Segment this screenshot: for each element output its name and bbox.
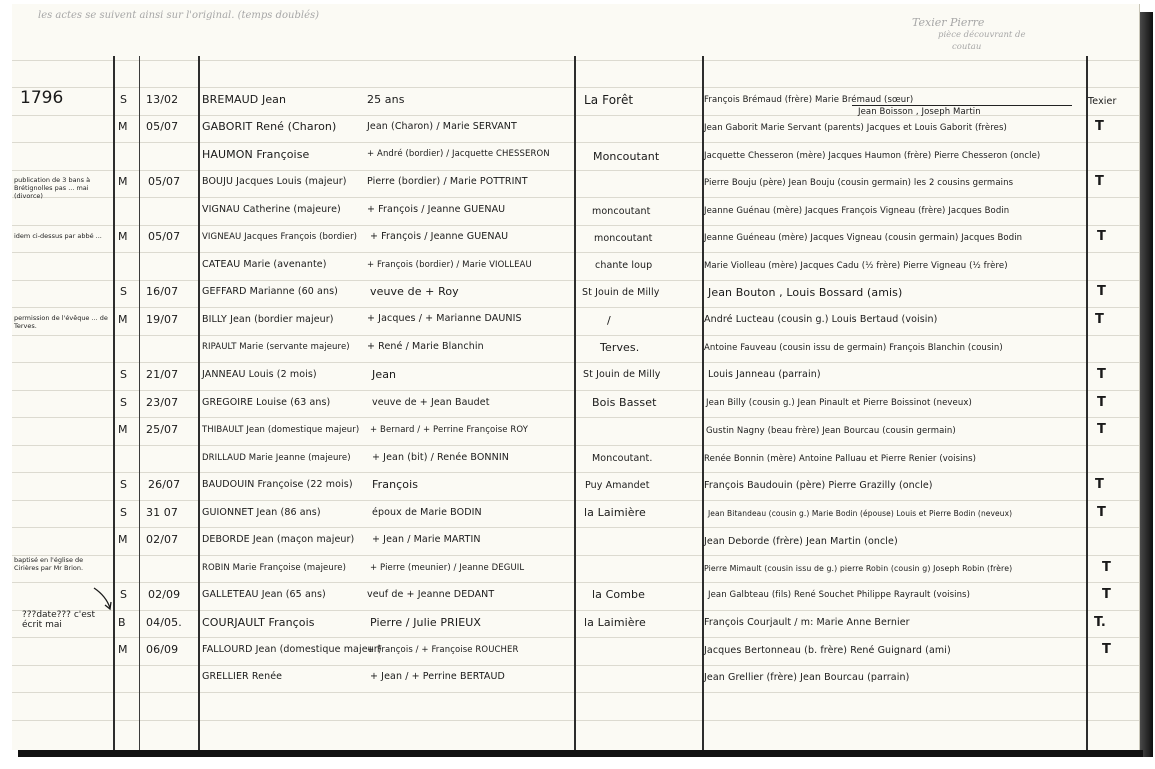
- person-name: RIPAULT Marie (servante majeure): [202, 342, 350, 352]
- place: Moncoutant: [593, 150, 660, 163]
- parents: époux de Marie BODIN: [372, 507, 482, 518]
- column-divider: [1086, 56, 1088, 750]
- parents: + François (bordier) / Marie VIOLLEAU: [367, 260, 532, 270]
- person-name: FALLOURD Jean (domestique majeur): [202, 644, 382, 655]
- place: St Jouin de Milly: [582, 287, 660, 298]
- witnesses: Jean Galbteau (fils) René Souchet Philippe Rayrault (voisins): [708, 590, 971, 600]
- texier-mark: T: [1097, 367, 1106, 382]
- texier-mark: T: [1097, 422, 1106, 437]
- witnesses: Antoine Fauveau (cousin issu de germain) François Blanchin (cousin): [704, 343, 1003, 353]
- texier-mark: T: [1102, 642, 1111, 657]
- witnesses: Jean Bouton , Louis Bossard (amis): [708, 286, 903, 299]
- column-divider: [113, 56, 115, 750]
- parents: Jean: [372, 368, 397, 381]
- margin-note: publication de 3 bans à Brétignolles pas ... mai (divorce): [14, 176, 91, 200]
- parents: + Bernard / + Perrine Françoise ROY: [370, 425, 529, 435]
- act-date: 19/07: [146, 313, 179, 326]
- person-name: BREMAUD Jean: [202, 93, 287, 106]
- act-type: S: [120, 285, 128, 298]
- parents: + Jean / + Perrine BERTAUD: [370, 671, 505, 682]
- person-name: CATEAU Marie (avenante): [202, 259, 327, 270]
- texier-mark: T: [1097, 229, 1106, 244]
- parents: Jean (Charon) / Marie SERVANT: [367, 121, 517, 132]
- page-right-shadow: [1140, 12, 1153, 757]
- act-date: 21/07: [146, 368, 179, 381]
- person-name: DRILLAUD Marie Jeanne (majeure): [202, 453, 351, 463]
- witnesses: Jacques Bertonneau (b. frère) René Guignard (ami): [704, 645, 951, 656]
- parents: + François / Jeanne GUENAU: [370, 231, 509, 242]
- act-date: 05/07: [148, 175, 181, 188]
- parents: François: [372, 478, 419, 491]
- parents: + René / Marie Blanchin: [367, 341, 484, 352]
- witnesses: François Courjault / m: Marie Anne Bernier: [704, 617, 910, 628]
- page-bottom-shadow: [18, 750, 1143, 757]
- place: la Combe: [592, 588, 645, 601]
- act-date: 25/07: [146, 423, 179, 436]
- place: la Laimière: [584, 616, 646, 629]
- witnesses: François Baudouin (père) Pierre Grazilly (oncle): [704, 480, 933, 491]
- person-name: GREGOIRE Louise (63 ans): [202, 397, 331, 408]
- texier-mark: T: [1097, 505, 1106, 520]
- person-name: VIGNAU Catherine (majeure): [202, 204, 341, 215]
- parents: + Jean / Marie MARTIN: [372, 534, 481, 545]
- act-type: M: [118, 120, 128, 133]
- witnesses: Jeanne Guéneau (mère) Jacques Vigneau (cousin germain) Jacques Bodin: [704, 233, 1023, 243]
- act-date: 31 07: [146, 506, 178, 519]
- person-name: GRELLIER Renée: [202, 671, 283, 682]
- act-type: M: [118, 423, 128, 436]
- texier-mark: T: [1095, 477, 1104, 492]
- person-name: HAUMON Françoise: [202, 148, 310, 161]
- margin-note: idem ci-dessus par abbé ...: [14, 232, 102, 240]
- act-type: S: [120, 588, 128, 601]
- place: /: [607, 314, 611, 327]
- parents: + Jean (bit) / Renée BONNIN: [372, 452, 509, 463]
- witnesses: Jean Gaborit Marie Servant (parents) Jacques et Louis Gaborit (frères): [704, 123, 1007, 133]
- act-type: M: [118, 643, 128, 656]
- person-name: DEBORDE Jean (maçon majeur): [202, 534, 355, 545]
- person-name: BILLY Jean (bordier majeur): [202, 314, 334, 325]
- person-name: GABORIT René (Charon): [202, 120, 337, 133]
- margin-note: permission de l'évêque ... de Terves.: [14, 314, 108, 330]
- witnesses: François Brémaud (frère) Marie Brémaud (sœur): [704, 95, 914, 105]
- witnesses: Jean Grellier (frère) Jean Bourcau (parrain): [704, 672, 910, 683]
- person-name: COURJAULT François: [202, 616, 315, 629]
- act-date: 02/09: [148, 588, 181, 601]
- witnesses: Jeanne Guénau (mère) Jacques François Vigneau (frère) Jacques Bodin: [704, 206, 1010, 216]
- year-label: 1796: [20, 88, 64, 108]
- parents: + Jacques / + Marianne DAUNIS: [367, 313, 522, 324]
- act-date: 06/09: [146, 643, 179, 656]
- corner-note-2: coutau: [952, 42, 982, 52]
- person-name: VIGNEAU Jacques François (bordier): [202, 232, 358, 242]
- parents: veuve de + Roy: [370, 285, 459, 298]
- person-name: JANNEAU Louis (2 mois): [202, 369, 317, 380]
- witnesses: Jacquette Chesseron (mère) Jacques Haumon (frère) Pierre Chesseron (oncle): [704, 151, 1041, 161]
- arrow-icon: [92, 586, 116, 612]
- texier-mark: T: [1095, 174, 1104, 189]
- person-name: ROBIN Marie Françoise (majeure): [202, 563, 347, 573]
- texier-mark: T.: [1094, 615, 1106, 630]
- parents: veuve de + Jean Baudet: [372, 397, 490, 408]
- witnesses: Marie Violleau (mère) Jacques Cadu (½ frère) Pierre Vigneau (½ frère): [704, 261, 1008, 271]
- witnesses: Gustin Nagny (beau frère) Jean Bourcau (cousin germain): [706, 426, 956, 436]
- parents: + André (bordier) / Jacquette CHESSERON: [367, 149, 550, 159]
- texier-mark: T: [1095, 119, 1104, 134]
- act-date: 26/07: [148, 478, 181, 491]
- person-name: GALLETEAU Jean (65 ans): [202, 589, 326, 600]
- witnesses: Jean Billy (cousin g.) Jean Pinault et Pierre Boissinot (neveux): [706, 398, 972, 408]
- place: chante loup: [595, 260, 653, 271]
- texier-mark: T: [1097, 284, 1106, 299]
- person-name: BOUJU Jacques Louis (majeur): [202, 176, 347, 187]
- parents: Pierre / Julie PRIEUX: [370, 616, 482, 629]
- texier-mark: T: [1102, 560, 1111, 575]
- witnesses: Renée Bonnin (mère) Antoine Palluau et Pierre Renier (voisins): [704, 454, 977, 464]
- column-divider: [198, 56, 200, 750]
- act-date: 04/05.: [146, 616, 182, 629]
- act-date: 23/07: [146, 396, 179, 409]
- act-type: S: [120, 368, 128, 381]
- witnesses: André Lucteau (cousin g.) Louis Bertaud (voisin): [704, 314, 938, 325]
- witnesses: Pierre Mimault (cousin issu de g.) pierre Robin (cousin g) Joseph Robin (frère): [704, 564, 1013, 573]
- act-date: 16/07: [146, 285, 179, 298]
- parents: + Pierre (meunier) / Jeanne DEGUIL: [370, 563, 525, 573]
- place: moncoutant: [592, 206, 651, 217]
- act-type: M: [118, 175, 128, 188]
- column-divider: [139, 56, 140, 750]
- margin-note: baptisé en l'église de Cirières par Mr Brion.: [14, 556, 84, 572]
- act-date: 05/07: [146, 120, 179, 133]
- place: la Laimière: [584, 506, 646, 519]
- place: St Jouin de Milly: [583, 369, 661, 380]
- place: Moncoutant.: [592, 453, 653, 464]
- parents: veuf de + Jeanne DEDANT: [367, 589, 495, 600]
- parents: Pierre (bordier) / Marie POTTRINT: [367, 176, 528, 187]
- act-type: S: [120, 506, 128, 519]
- act-type: S: [120, 396, 128, 409]
- person-name: BAUDOUIN Françoise (22 mois): [202, 479, 353, 490]
- act-type: S: [120, 93, 128, 106]
- act-type: S: [120, 478, 128, 491]
- act-date: 02/07: [146, 533, 179, 546]
- margin-note: ???date??? c'est écrit mai: [22, 610, 95, 630]
- parents: 25 ans: [367, 93, 405, 106]
- texier-mark: T: [1095, 312, 1104, 327]
- person-name: GUIONNET Jean (86 ans): [202, 507, 321, 518]
- place: La Forêt: [584, 93, 634, 107]
- act-type: M: [118, 533, 128, 546]
- column-header-texier: Texier: [1088, 96, 1117, 107]
- witnesses: Jean Deborde (frère) Jean Martin (oncle): [704, 536, 898, 547]
- place: Puy Amandet: [585, 480, 650, 491]
- person-name: THIBAULT Jean (domestique majeur): [202, 425, 360, 435]
- underline: [852, 105, 1072, 106]
- act-type: B: [118, 616, 126, 629]
- place: Terves.: [600, 341, 640, 354]
- texier-mark: T: [1097, 395, 1106, 410]
- corner-name: Texier Pierre: [912, 16, 985, 29]
- act-type: M: [118, 313, 128, 326]
- act-date: 13/02: [146, 93, 179, 106]
- act-type: M: [118, 230, 128, 243]
- witnesses: Pierre Bouju (père) Jean Bouju (cousin germain) les 2 cousins germains: [704, 178, 1014, 188]
- person-name: GEFFARD Marianne (60 ans): [202, 286, 338, 297]
- place: Bois Basset: [592, 396, 657, 409]
- witnesses: Jean Bitandeau (cousin g.) Marie Bodin (épouse) Louis et Pierre Bodin (neveux): [708, 509, 1013, 518]
- witnesses: Louis Janneau (parrain): [708, 369, 821, 380]
- parents: + François / Jeanne GUENAU: [367, 204, 506, 215]
- parents: + François / + Françoise ROUCHER: [367, 645, 519, 655]
- witnesses-extra: Jean Boisson , Joseph Martin: [858, 107, 981, 117]
- texier-mark: T: [1102, 587, 1111, 602]
- place: moncoutant: [594, 233, 653, 244]
- column-divider: [574, 56, 576, 750]
- act-date: 05/07: [148, 230, 181, 243]
- corner-note-1: pièce découvrant de: [938, 30, 1026, 40]
- faint-header-note: les actes se suivent ainsi sur l'original. (temps doublés): [38, 10, 320, 21]
